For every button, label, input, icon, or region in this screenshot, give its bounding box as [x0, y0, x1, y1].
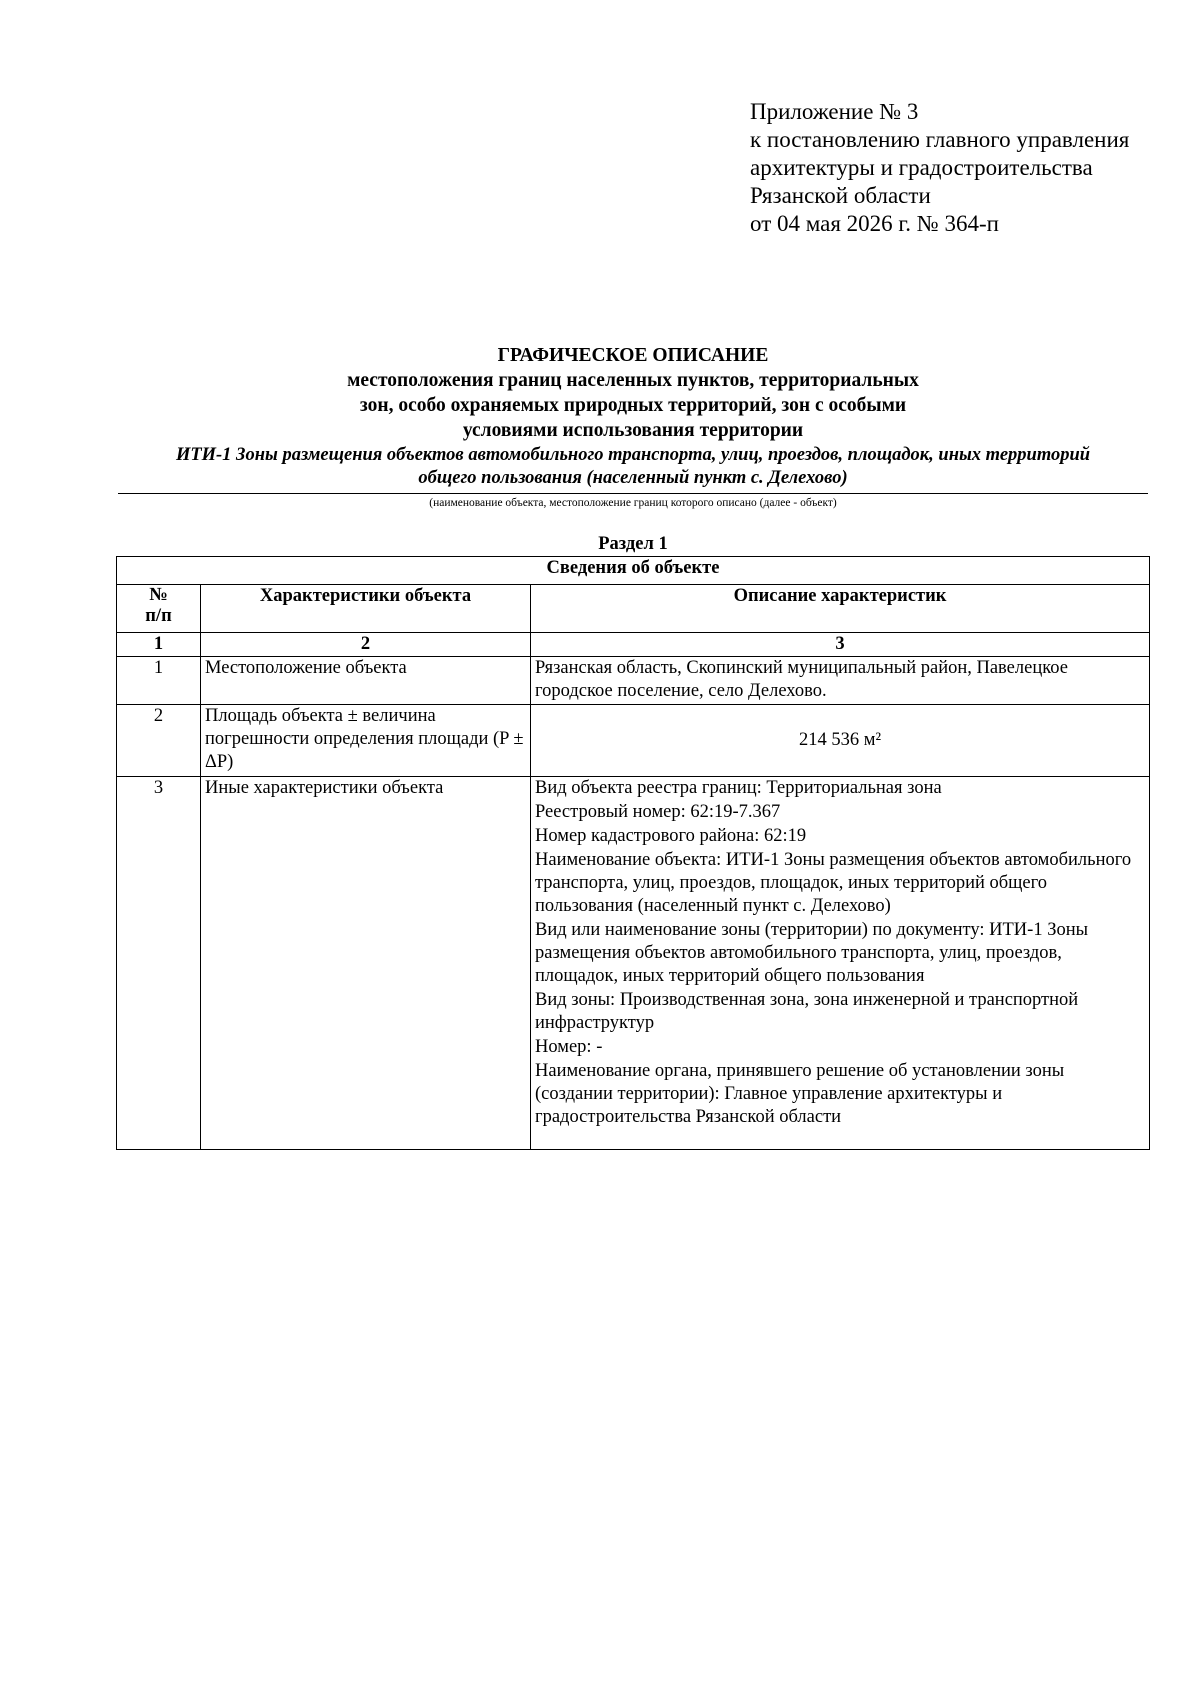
table-header-row [117, 585, 1150, 633]
table-row [117, 657, 1150, 705]
column-header-number: № п/п [117, 585, 201, 633]
characteristic-description: 214 536 м² [531, 705, 1150, 777]
row-number: 1 [117, 657, 201, 705]
description-line: Вид или наименование зоны (территории) по документу: ИТИ-1 Зоны размещения объектов автомобильного транспорта, улиц, проездов, площадок, иных территорий общего пользования [535, 920, 1089, 986]
column-header-description: Описание характеристик [531, 585, 1150, 633]
document-title: ГРАФИЧЕСКОЕ ОПИСАНИЕ [497, 345, 769, 366]
table-row [117, 777, 1150, 1150]
characteristic-description: Рязанская область, Скопинский муниципальный район, Павелецкое городское поселение, село Делехово. [531, 657, 1150, 705]
object-name [118, 444, 1148, 494]
object-caption: (наименование объекта, местоположение границ которого описано (далее - объект) [429, 497, 837, 509]
table-column-number-row [117, 633, 1150, 657]
description-line: Вид зоны: Производственная зона, зона инженерной и транспортной инфраструктур [535, 990, 1079, 1033]
section-title: Раздел 1 [598, 534, 668, 554]
description-line: Номер кадастрового района: 62:19 [535, 826, 807, 846]
column-number: 3 [531, 633, 1150, 657]
title-block [118, 344, 1148, 511]
row-number: 2 [117, 705, 201, 777]
table-caption-row [117, 557, 1150, 585]
description-line: Наименование объекта: ИТИ-1 Зоны размещения объектов автомобильного транспорта, улиц, проездов, площадок, иных территорий общего пользования (населенный пункт с. Делехово) [535, 850, 1132, 916]
object-info-table [116, 556, 1150, 1150]
characteristic-name: Иные характеристики объекта [201, 777, 531, 1150]
appendix-line: к постановлению главного управления [750, 127, 1130, 152]
document-subtitle [118, 368, 1148, 443]
appendix-line: от 04 мая 2026 г. № 364-п [750, 211, 999, 236]
appendix-block [750, 98, 1129, 238]
appendix-line: Приложение № 3 [750, 99, 919, 124]
characteristic-name: Площадь объекта ± величина погрешности определения площади (P ± ΔP) [201, 705, 531, 777]
object-name-line: ИТИ-1 Зоны размещения объектов автомобильного транспорта, улиц, проездов, площадок, иных территорий [175, 445, 1091, 465]
subtitle-line: условиями использования территории [462, 420, 804, 441]
table-row [117, 705, 1150, 777]
subtitle-line: зон, особо охраняемых природных территорий, зон с особыми [359, 395, 907, 416]
object-name-line: общего пользования (населенный пункт с. Делехово) [418, 468, 848, 488]
description-line: Номер: - [535, 1037, 603, 1057]
column-number: 1 [117, 633, 201, 657]
table-caption: Сведения об объекте [117, 557, 1150, 585]
description-line: Наименование органа, принявшего решение об установлении зоны (создании территории): Главное управление архитектуры и градостроительства Рязанской области [535, 1061, 1065, 1127]
row-number: 3 [117, 777, 201, 1150]
description-line: Вид объекта реестра границ: Территориальная зона [535, 778, 942, 798]
characteristic-name: Местоположение объекта [201, 657, 531, 705]
appendix-line: Рязанской области [750, 183, 931, 208]
subtitle-line: местоположения границ населенных пунктов, территориальных [347, 370, 919, 391]
description-line: Реестровый номер: 62:19-7.367 [535, 802, 781, 822]
column-number: 2 [201, 633, 531, 657]
characteristic-description [531, 777, 1150, 1150]
column-header-characteristic: Характеристики объекта [201, 585, 531, 633]
appendix-line: архитектуры и градостроительства [750, 155, 1093, 180]
